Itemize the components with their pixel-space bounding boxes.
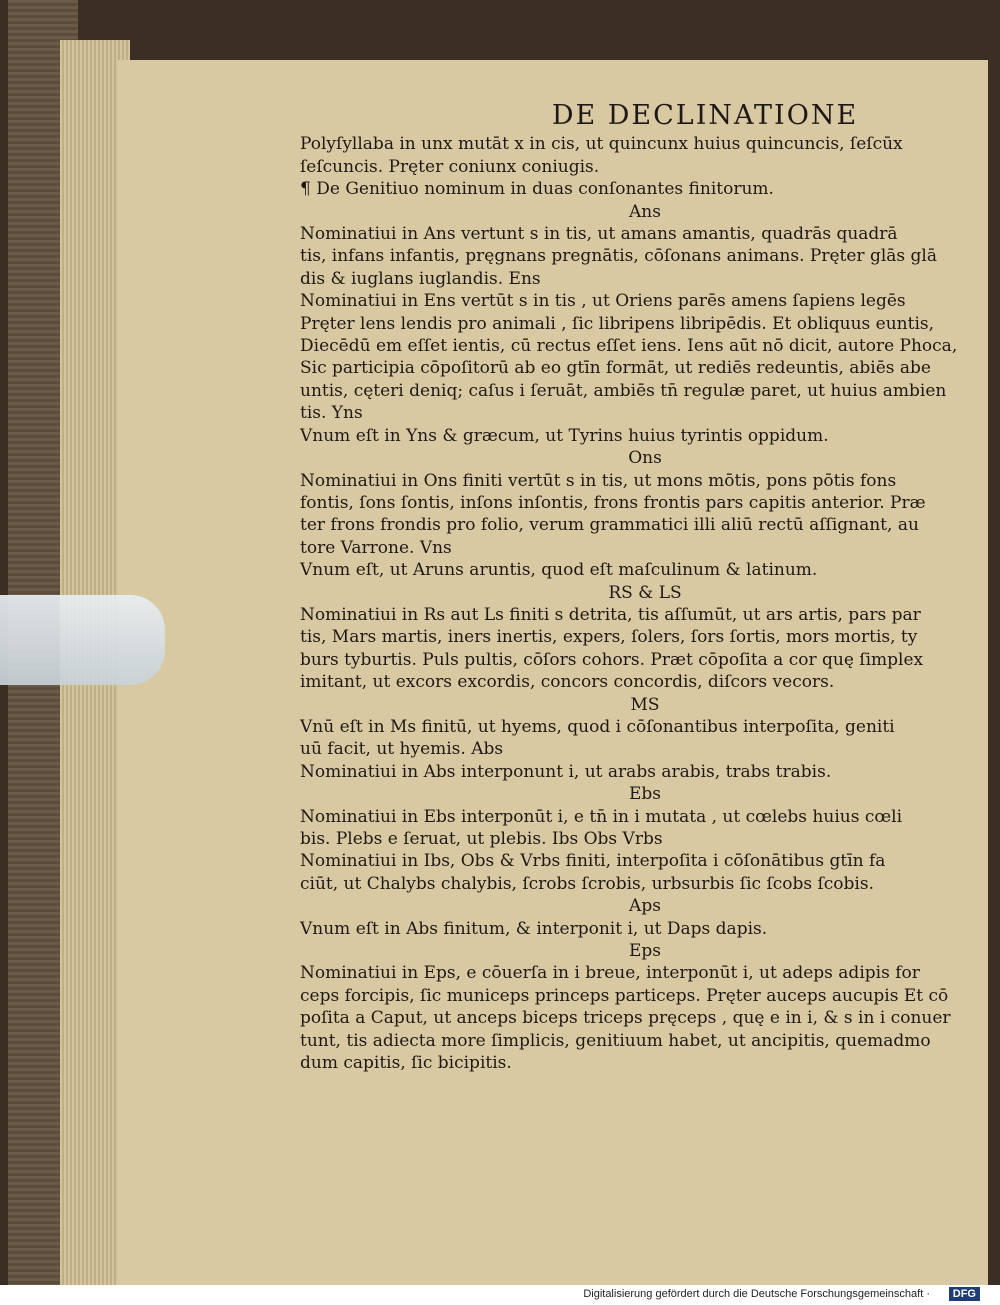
text-line: Nominatiui in Ebs interponūt i, e tn̄ in i mutata , ut cœlebs huius cœli [300,806,903,827]
text-line: Vnum eſt in Yns & græcum, ut Tyrins huius tyrintis oppidum. [300,425,829,446]
text-line: ceps forcipis, ſic municeps princeps particeps. Pręter auceps aucupis Et cō [300,985,949,1006]
text-line: Vnum eſt in Abs finitum, & interponit i, ut Daps dapis. [300,918,768,939]
dfg-logo: DFG [949,1287,980,1301]
section-heading: MS [630,694,660,715]
text-line: Vnū eſt in Ms finitū, ut hyems, quod i cōſonantibus interpoſita, geniti [300,716,895,737]
section-heading: Ans [629,201,661,222]
text-lines [300,133,958,1074]
text-line: imitant, ut excors excordis, concors concordis, diſcors vecors. [300,672,835,693]
text-line: ſeſcuncis. Pręter coniunx coniugis. [300,156,600,177]
text-line: Nominatiui in Abs interponunt i, ut arabs arabis, trabs trabis. [300,761,832,782]
text-line: Sic participia cōpoſitorū ab eo gtīn formāt, ut rediēs redeuntis, abiēs abe [300,358,931,379]
text-line: tore Varrone. Vns [300,537,452,558]
section-heading: Aps [629,896,661,917]
text-line: poſita a Caput, ut anceps biceps triceps pręceps , quę e in i, & s in i conuer [300,1008,951,1029]
text-line: dis & iuglans iuglandis. Ens [300,268,541,289]
section-heading: Eps [628,941,662,962]
text-line: bis. Plebs e ſeruat, ut plebis. Ibs Obs Vrbs [300,829,663,849]
section-heading: Ebs [628,784,662,805]
text-line: Vnum eſt, ut Aruns aruntis, quod eſt maſculinum & latinum. [300,560,818,581]
text-line: ciūt, ut Chalybs chalybis, ſcrobs ſcrobis, urbsurbis ſic ſcobs ſcobis. [300,873,874,894]
text-line: dum capitis, ſic bicipitis. [300,1053,512,1074]
text-line: Polyſyllaba in unx mutāt x in cis, ut quincunx huius quincuncis, ſeſcūx [300,134,903,155]
page-text [300,100,958,1074]
text-line: burs tyburtis. Puls pultis, cōſors cohors. Præt cōpoſita a cor quę ſimplex [300,649,924,670]
text-line: tis, Mars martis, iners inertis, expers, ſolers, ſors ſortis, mors mortis, ty [300,627,918,648]
footer-credit: Digitalisierung gefördert durch die Deutsche Forschungsgemeinschaft · [583,1288,930,1300]
text-line: Nominatiui in Ans vertunt s in tis, ut amans amantis, quadrās quadrā [300,224,898,245]
text-line: tis. Yns [300,403,363,424]
page-holder-strip [0,595,165,685]
text-line: Diecēdū em eſſet ientis, cū rectus eſſet iens. Iens aūt nō dicit, autore Phoca, [300,336,958,357]
text-line: ter frons frondis pro folio, verum grammatici illi aliū rectū aſſignant, au [300,515,919,536]
section-heading: Ons [628,448,662,469]
text-line: ¶ De Genitiuo nominum in duas conſonantes finitorum. [300,179,774,200]
text-line: Nominatiui in Eps, e cōuerſa in i breue, interponūt i, ut adeps adipis for [300,963,920,984]
text-line: fontis, ſons ſontis, inſons inſontis, frons frontis pars capitis anterior. Præ [300,492,926,513]
section-heading: RS & LS [608,582,682,603]
text-line: Nominatiui in Ons finiti vertūt s in tis, ut mons mōtis, pons pōtis fons [300,470,897,491]
text-line: Pręter lens lendis pro animali , ſic libripens libripēdis. Et obliquus euntis, [300,313,935,334]
text-line: Nominatiui in Rs aut Ls finiti s detrita, tis aſſumūt, ut ars artis, pars par [300,604,921,625]
text-line: tis, infans infantis, pręgnans pregnātis, cōſonans animans. Pręter glās glā [300,246,937,267]
text-line: untis, cęteri deniq; caſus i ſeruāt, ambiēs tn̄ regulæ paret, ut huius ambien [300,380,947,401]
text-line: tunt, tis adiecta more ſimplicis, genitiuum habet, ut ancipitis, quemadmo [300,1030,931,1051]
text-line: uū facit, ut hyemis. Abs [300,739,504,760]
page-title: DE DECLINATIONE [551,100,859,131]
footer [0,1285,1000,1305]
text-line: Nominatiui in Ens vertūt s in tis , ut Oriens parēs amens ſapiens legēs [300,291,906,312]
text-line: Nominatiui in Ibs, Obs & Vrbs finiti, interpoſita i cōſonātibus gtīn fa [300,851,886,872]
